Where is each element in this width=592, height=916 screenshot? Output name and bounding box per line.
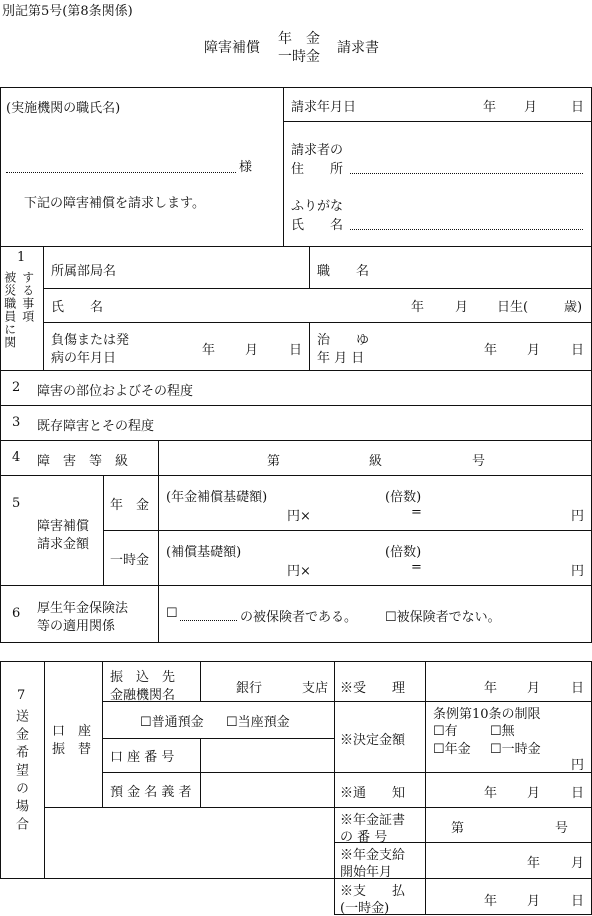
age-unit: 歳) bbox=[564, 300, 583, 315]
s4-number: 4 bbox=[12, 450, 21, 465]
insured-checkbox[interactable]: ☐ bbox=[166, 606, 178, 621]
account-holder-label: 預 金 名 義 者 bbox=[110, 785, 192, 800]
limit-yes-checkbox[interactable]: ☐有 bbox=[433, 724, 458, 739]
cert-label-2: の 番 号 bbox=[340, 830, 388, 845]
s3-label: 既存障害とその程度 bbox=[37, 419, 155, 434]
grade-dai: 第 bbox=[267, 454, 281, 469]
s2-label: 障害の部位およびその程度 bbox=[37, 384, 194, 399]
account-caption-line2: 振 替 bbox=[52, 742, 92, 757]
heal-label-1: 治 ゆ bbox=[317, 333, 370, 348]
address-field[interactable] bbox=[350, 173, 583, 174]
pay-month-unit: 月 bbox=[527, 894, 541, 909]
account-number-label: 口 座 番 号 bbox=[110, 750, 175, 765]
injury-day-unit: 日 bbox=[289, 343, 303, 358]
start-label-2: 開始年月 bbox=[340, 865, 393, 880]
deposit-current-checkbox[interactable]: ☐当座預金 bbox=[226, 715, 290, 730]
s4-label: 障 害 等 級 bbox=[37, 454, 129, 469]
received-label: ※受 理 bbox=[340, 681, 406, 696]
title-left: 障害補償 bbox=[204, 40, 260, 56]
s6-label-1: 厚生年金保険法 bbox=[37, 601, 129, 616]
pay-year-unit: 年 bbox=[484, 894, 498, 909]
annual-multiplier-label: (倍数) bbox=[385, 490, 422, 505]
lump-yen: 円 bbox=[571, 564, 585, 579]
claimant-name-label: 氏 名 bbox=[291, 218, 344, 233]
claim-date-label: 請求年月日 bbox=[291, 100, 357, 115]
injury-label-1: 負傷または発 bbox=[51, 333, 130, 348]
pay-label-1: ※支 払 bbox=[340, 884, 406, 899]
pay-label-2: (一時金) bbox=[340, 901, 390, 916]
decided-yen: 円 bbox=[571, 758, 585, 773]
dept-label: 所属部局名 bbox=[51, 264, 117, 279]
request-text: 下記の障害補償を請求します。 bbox=[24, 196, 205, 211]
type-lump-checkbox[interactable]: ☐一時金 bbox=[490, 742, 541, 757]
s5-number: 5 bbox=[12, 496, 21, 511]
claim-year-unit: 年 bbox=[483, 100, 497, 115]
grade-kyu: 級 bbox=[369, 454, 383, 469]
s2-number: 2 bbox=[12, 380, 21, 395]
s3-number: 3 bbox=[12, 415, 21, 430]
insured-text: の被保険者である。 bbox=[240, 610, 358, 625]
heal-day-unit: 日 bbox=[571, 343, 585, 358]
furigana-label: ふりがな bbox=[291, 199, 344, 214]
notice-year-unit: 年 bbox=[484, 786, 498, 801]
birth-month-unit: 月 bbox=[455, 300, 469, 315]
heal-year-unit: 年 bbox=[484, 343, 498, 358]
heal-month-unit: 月 bbox=[527, 343, 541, 358]
deposit-ordinary-checkbox[interactable]: ☐普通預金 bbox=[140, 715, 204, 730]
notice-label: ※通 知 bbox=[340, 786, 406, 801]
claimant-label-2: 住 所 bbox=[291, 162, 344, 177]
start-month-unit: 月 bbox=[571, 856, 585, 871]
title-annual: 年 金 bbox=[278, 31, 320, 47]
employee-name-label: 氏 名 bbox=[51, 300, 104, 315]
lump-yen-times: 円× bbox=[287, 564, 311, 579]
cert-dai: 第 bbox=[451, 821, 465, 836]
annual-yen: 円 bbox=[571, 509, 585, 524]
grade-go: 号 bbox=[472, 454, 486, 469]
job-label: 職 名 bbox=[317, 264, 370, 279]
lump-label: 一時金 bbox=[110, 553, 150, 568]
limit-no-checkbox[interactable]: ☐無 bbox=[490, 724, 515, 739]
claim-month-unit: 月 bbox=[524, 100, 538, 115]
bank-suffix: 銀行 bbox=[236, 681, 263, 696]
annual-label: 年 金 bbox=[110, 498, 150, 513]
s7-caption: 送金希望の場合 bbox=[12, 709, 28, 835]
notice-month-unit: 月 bbox=[527, 786, 541, 801]
claimant-name-field[interactable] bbox=[350, 229, 583, 230]
sama-label: 様 bbox=[239, 160, 253, 175]
start-year-unit: 年 bbox=[527, 856, 541, 871]
s6-label-2: 等の適用関係 bbox=[37, 619, 116, 634]
bank-label-1: 振 込 先 bbox=[110, 670, 176, 685]
decided-label: ※決定金額 bbox=[340, 733, 406, 748]
received-month-unit: 月 bbox=[527, 681, 541, 696]
cert-go: 号 bbox=[555, 821, 569, 836]
s1-caption-b: する事項 bbox=[20, 271, 35, 323]
birth-year-unit: 年 bbox=[411, 300, 425, 315]
injury-label-2: 病の年月日 bbox=[51, 351, 117, 366]
start-label-1: ※年金支給 bbox=[340, 848, 406, 863]
lump-equals: = bbox=[411, 560, 422, 575]
limit-text: 条例第10条の制限 bbox=[433, 707, 541, 722]
s5-label-1: 障害補償 bbox=[37, 519, 90, 534]
form-id: 別記第5号(第8条関係) bbox=[2, 4, 133, 19]
s1-number: 1 bbox=[17, 250, 26, 265]
agency-name-field[interactable] bbox=[6, 172, 236, 173]
received-day-unit: 日 bbox=[571, 681, 585, 696]
claim-day-unit: 日 bbox=[571, 100, 585, 115]
lump-base-label: (補償基礎額) bbox=[166, 545, 242, 560]
annual-base-label: (年金補償基礎額) bbox=[166, 490, 268, 505]
annual-yen-times: 円× bbox=[287, 509, 311, 524]
title-lump: 一時金 bbox=[278, 49, 320, 65]
s6-number: 6 bbox=[12, 606, 21, 621]
bank-label-2: 金融機関名 bbox=[110, 688, 176, 703]
injury-year-unit: 年 bbox=[202, 343, 216, 358]
account-caption-line1: 口 座 bbox=[52, 724, 92, 739]
heal-label-2: 年 月 日 bbox=[317, 351, 365, 366]
birth-day-unit: 日生( bbox=[497, 300, 529, 315]
cert-label-1: ※年金証書 bbox=[340, 813, 406, 828]
s5-label-2: 請求金額 bbox=[37, 537, 90, 552]
not-insured-checkbox[interactable]: ☐被保険者でない。 bbox=[385, 610, 501, 625]
s1-caption-a: 被災職員に関 bbox=[2, 271, 17, 349]
title-right: 請求書 bbox=[337, 40, 379, 56]
type-annual-checkbox[interactable]: ☐年金 bbox=[433, 742, 471, 757]
branch-suffix: 支店 bbox=[302, 681, 329, 696]
notice-day-unit: 日 bbox=[571, 786, 585, 801]
agency-label: (実施機関の職氏名) bbox=[6, 101, 121, 116]
received-year-unit: 年 bbox=[484, 681, 498, 696]
claimant-label-1: 請求者の bbox=[291, 143, 344, 158]
s7-number: 7 bbox=[17, 688, 26, 703]
pay-day-unit: 日 bbox=[571, 894, 585, 909]
lump-multiplier-label: (倍数) bbox=[385, 545, 422, 560]
injury-month-unit: 月 bbox=[245, 343, 259, 358]
annual-equals: = bbox=[411, 505, 422, 520]
